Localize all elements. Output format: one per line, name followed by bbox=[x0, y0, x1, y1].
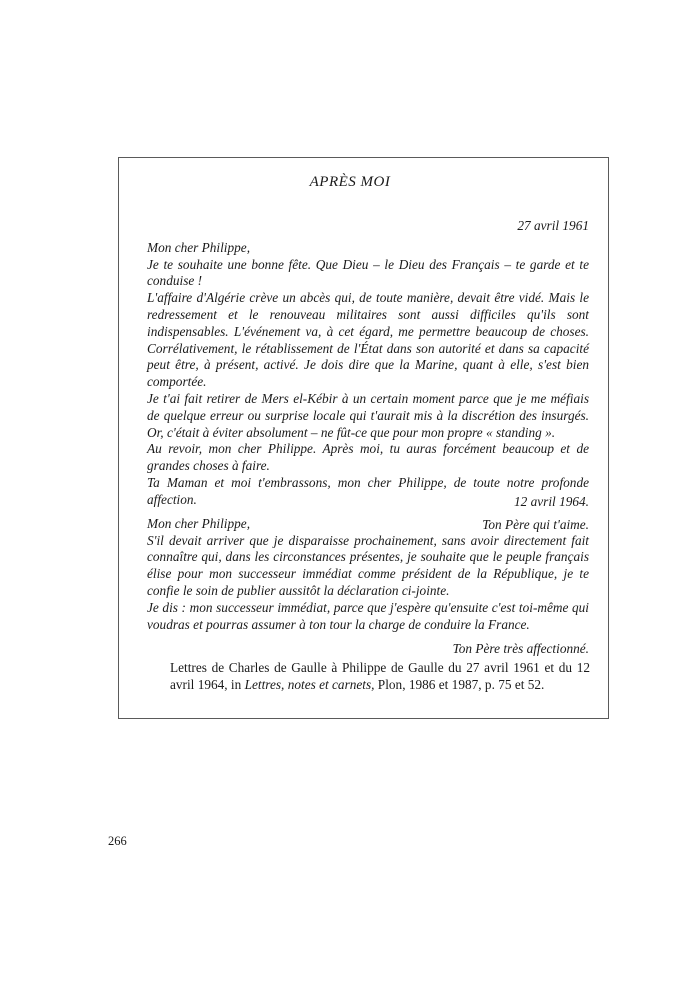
letter-date: 27 avril 1961 bbox=[517, 218, 589, 233]
letter-signature: Ton Père très affectionné. bbox=[452, 641, 589, 657]
letter-paragraph: L'affaire d'Algérie crève un abcès qui, de toute manière, devait être vidé. Mais le redressement et le renouveau militaires sont aussi difficiles qu'ils sont indispensables. L'événement va, à cet égard, me permettre beaucoup de choses. Corrélativement, le rétablissement de l'État dans son autorité et dans sa capacité peut être, à présent, activé. Je dois dire que la Marine, quant à elle, s'est bien comportée. bbox=[147, 290, 589, 390]
section-title: APRÈS MOI bbox=[309, 174, 391, 190]
letter-paragraph: S'il devait arriver que je disparaisse prochainement, sans avoir directement fait connaître qui, dans les circonstances présentes, je souhaite que le peuple français élise pour mon successeur immédiat comme président de la République, je te confie le soin de publier aussitôt la déclaration ci-jointe. bbox=[147, 532, 589, 598]
letter-salutation: Mon cher Philippe, bbox=[147, 239, 251, 255]
letter-paragraph: Je dis : mon successeur immédiat, parce que j'espère qu'ensuite c'est toi-même qui voudras et pourras assumer à ton tour la charge de conduire la France. bbox=[147, 599, 589, 632]
citation-work-title: Lettres, notes et carnets, bbox=[244, 676, 375, 692]
page-number: 266 bbox=[108, 834, 127, 848]
citation-publisher: Plon, 1986 et 1987, p. 75 et 52. bbox=[374, 676, 545, 692]
letter-1964 bbox=[147, 494, 589, 658]
source-citation bbox=[170, 660, 590, 694]
letter-salutation: Mon cher Philippe, bbox=[147, 515, 251, 531]
letter-paragraph: Au revoir, mon cher Philippe. Après moi, tu auras forcément beaucoup et de grandes choses à faire. bbox=[147, 441, 589, 474]
letter-1961 bbox=[147, 218, 589, 533]
citation-text: Lettres de Charles de Gaulle à Philippe de Gaulle du 27 avril 1961 et du 12 avril 1964, in bbox=[170, 660, 590, 692]
letter-signature: Ton Père qui t'aime. bbox=[482, 516, 589, 532]
letter-paragraph: Je t'ai fait retirer de Mers el-Kébir à un certain moment parce que je me méfiais de quelque erreur ou surprise locale qui t'aurait mis à la discrétion des insurgés. Or, c'était à éviter absolument – ne fût-ce que pour mon propre « standing ». bbox=[147, 390, 589, 440]
letter-paragraph: Je te souhaite une bonne fête. Que Dieu – le Dieu des Français – te garde et te conduise ! bbox=[147, 256, 589, 289]
letter-paragraph: Ta Maman et moi t'embrassons, mon cher Philippe, de toute notre profonde affection. bbox=[147, 474, 589, 507]
letter-date: 12 avril 1964. bbox=[514, 494, 589, 509]
